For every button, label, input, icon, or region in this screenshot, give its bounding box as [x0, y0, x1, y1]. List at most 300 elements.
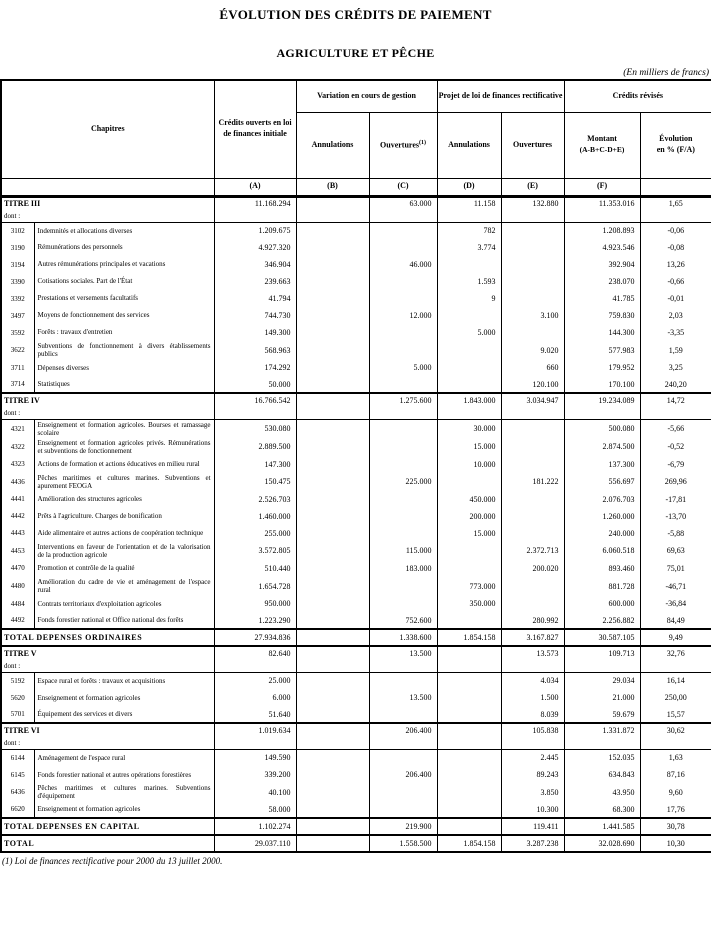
cell-evolution: 75,01	[640, 560, 711, 577]
chapter-code: 4441	[1, 491, 34, 508]
cell-evolution: 69,63	[640, 542, 711, 560]
cell-a: 950.000	[214, 595, 296, 612]
header-col-c	[369, 112, 437, 178]
cell-b	[296, 256, 369, 273]
cell-evolution: -0,66	[640, 273, 711, 290]
chapter-code: 4443	[1, 525, 34, 542]
chapter-label: Amélioration des structures agricoles	[34, 491, 214, 508]
cell-e: 3.034.947	[501, 393, 564, 407]
cell-a: 6.000	[214, 689, 296, 706]
cell-e	[501, 737, 564, 749]
document-title: ÉVOLUTION DES CRÉDITS DE PAIEMENT	[219, 7, 492, 22]
cell-d	[437, 341, 501, 359]
cell-c	[369, 407, 437, 419]
cell-f: 4.923.546	[564, 239, 640, 256]
table-row-5620	[1, 689, 711, 706]
cell-f: 1.208.893	[564, 222, 640, 239]
footnote-marker: (1)	[419, 139, 426, 146]
cell-d: 1.593	[437, 273, 501, 290]
cell-c	[369, 341, 437, 359]
cell-a: 1.209.675	[214, 222, 296, 239]
header-col-f-line2: (A-B+C-D+E)	[579, 145, 625, 154]
letter-chapitres	[1, 178, 214, 196]
cell-c	[369, 222, 437, 239]
cell-f: 179.952	[564, 359, 640, 376]
cell-a	[214, 407, 296, 419]
cell-e: 2.445	[501, 749, 564, 766]
cell-a: 2.889.500	[214, 438, 296, 456]
cell-e	[501, 273, 564, 290]
cell-a: 149.590	[214, 749, 296, 766]
cell-f: 634.843	[564, 766, 640, 783]
letter-c: (C)	[369, 178, 437, 196]
cell-e	[501, 222, 564, 239]
cell-b	[296, 560, 369, 577]
chapter-code: 4442	[1, 508, 34, 525]
cell-e: 3.167.827	[501, 629, 564, 646]
cell-e: 4.034	[501, 672, 564, 689]
cell-c: 206.400	[369, 723, 437, 737]
letter-d: (D)	[437, 178, 501, 196]
cell-b	[296, 766, 369, 783]
chapter-label: Interventions en faveur de l'orientation et de la valorisation de la production agricole	[34, 542, 214, 560]
cell-e: 89.243	[501, 766, 564, 783]
chapter-code: 3714	[1, 376, 34, 393]
cell-b	[296, 749, 369, 766]
cell-f	[564, 660, 640, 672]
cell-e: 10.300	[501, 801, 564, 818]
cell-e: 119.411	[501, 818, 564, 835]
letter-f: (F)	[564, 178, 640, 196]
chapter-label: Dépenses diverses	[34, 359, 214, 376]
cell-f: 1.331.872	[564, 723, 640, 737]
cell-a	[214, 660, 296, 672]
chapter-code: 3102	[1, 222, 34, 239]
header-group-revises: Crédits révisés	[564, 80, 711, 112]
cell-f: 21.000	[564, 689, 640, 706]
cell-c: 115.000	[369, 542, 437, 560]
table-row-4441	[1, 491, 711, 508]
chapter-label: Pêches maritimes et cultures marines. Subventions d'équipement	[34, 783, 214, 801]
cell-d	[437, 749, 501, 766]
cell-b	[296, 473, 369, 491]
cell-d	[437, 660, 501, 672]
cell-e	[501, 577, 564, 595]
cell-evolution: 269,96	[640, 473, 711, 491]
cell-a: 174.292	[214, 359, 296, 376]
cell-f: 759.830	[564, 307, 640, 324]
cell-c	[369, 210, 437, 222]
header-col-f-line1: Montant	[587, 134, 617, 144]
cell-c	[369, 595, 437, 612]
cell-f: 6.060.518	[564, 542, 640, 560]
cell-e	[501, 595, 564, 612]
cell-a: 82.640	[214, 646, 296, 660]
chapter-code: 6145	[1, 766, 34, 783]
cell-d: 1.843.000	[437, 393, 501, 407]
row-label: TOTAL	[1, 835, 214, 852]
table-row-4484	[1, 595, 711, 612]
cell-c: 1.558.500	[369, 835, 437, 852]
cell-f: 392.904	[564, 256, 640, 273]
cell-b	[296, 393, 369, 407]
cell-e: 3.287.238	[501, 835, 564, 852]
table-row-titre-iv	[1, 393, 711, 407]
table-row-6620	[1, 801, 711, 818]
cell-evolution: 84,49	[640, 612, 711, 629]
table-row-total-depenses-ordinaires	[1, 629, 711, 646]
chapter-code: 6144	[1, 749, 34, 766]
header-col-b: Annulations	[296, 112, 369, 178]
cell-e: 660	[501, 359, 564, 376]
cell-b	[296, 239, 369, 256]
cell-c	[369, 737, 437, 749]
cell-d	[437, 407, 501, 419]
cell-b	[296, 359, 369, 376]
cell-evolution: -13,70	[640, 508, 711, 525]
cell-evolution: 1,65	[640, 196, 711, 210]
cell-a: 149.300	[214, 324, 296, 341]
cell-d	[437, 473, 501, 491]
cell-a: 568.963	[214, 341, 296, 359]
header-chapitres: Chapitres	[1, 80, 214, 178]
cell-b	[296, 222, 369, 239]
chapter-code: 3622	[1, 341, 34, 359]
credits-table	[0, 79, 711, 853]
chapter-code: 3392	[1, 290, 34, 307]
cell-b	[296, 525, 369, 542]
row-label: TITRE IV	[1, 393, 214, 407]
chapter-label: Espace rural et forêts : travaux et acquisitions	[34, 672, 214, 689]
cell-c	[369, 491, 437, 508]
cell-c	[369, 577, 437, 595]
cell-a: 255.000	[214, 525, 296, 542]
chapter-label: Contrats territoriaux d'exploitation agricoles	[34, 595, 214, 612]
cell-d: 1.854.158	[437, 835, 501, 852]
cell-e: 1.500	[501, 689, 564, 706]
cell-c: 183.000	[369, 560, 437, 577]
table-row-3392	[1, 290, 711, 307]
cell-e	[501, 256, 564, 273]
cell-evolution: -5,88	[640, 525, 711, 542]
table-row-dont	[1, 210, 711, 222]
row-label: TOTAL DEPENSES ORDINAIRES	[1, 629, 214, 646]
cell-a: 150.475	[214, 473, 296, 491]
cell-e	[501, 491, 564, 508]
cell-c	[369, 672, 437, 689]
cell-c: 46.000	[369, 256, 437, 273]
cell-evolution	[640, 210, 711, 222]
cell-f: 2.076.703	[564, 491, 640, 508]
cell-e: 2.372.713	[501, 542, 564, 560]
cell-c	[369, 376, 437, 393]
cell-f: 68.300	[564, 801, 640, 818]
cell-f: 2.256.882	[564, 612, 640, 629]
cell-d: 782	[437, 222, 501, 239]
letter-a: (A)	[214, 178, 296, 196]
cell-c: 5.000	[369, 359, 437, 376]
table-row-dont	[1, 407, 711, 419]
cell-b	[296, 577, 369, 595]
cell-evolution: 1,63	[640, 749, 711, 766]
chapter-label: Autres rémunérations principales et vacations	[34, 256, 214, 273]
table-row-3622	[1, 341, 711, 359]
cell-b	[296, 801, 369, 818]
chapter-label: Forêts : travaux d'entretien	[34, 324, 214, 341]
table-row-4470	[1, 560, 711, 577]
chapter-code: 4323	[1, 456, 34, 473]
cell-b	[296, 324, 369, 341]
cell-evolution: -3,35	[640, 324, 711, 341]
table-row-5192	[1, 672, 711, 689]
cell-b	[296, 660, 369, 672]
cell-d: 15.000	[437, 438, 501, 456]
cell-d	[437, 307, 501, 324]
dont-label: dont :	[1, 407, 214, 419]
cell-a	[214, 210, 296, 222]
cell-b	[296, 723, 369, 737]
cell-c: 1.275.600	[369, 393, 437, 407]
header-col-e: Ouvertures	[501, 112, 564, 178]
chapter-code: 3497	[1, 307, 34, 324]
cell-d: 200.000	[437, 508, 501, 525]
cell-evolution: -0,52	[640, 438, 711, 456]
cell-a: 51.640	[214, 706, 296, 723]
chapter-code: 6620	[1, 801, 34, 818]
header-col-a: Crédits ouverts en loi de finances initiale	[214, 80, 296, 178]
cell-a: 40.100	[214, 783, 296, 801]
cell-a: 27.934.836	[214, 629, 296, 646]
cell-f: 881.728	[564, 577, 640, 595]
table-row-4323	[1, 456, 711, 473]
cell-f: 41.785	[564, 290, 640, 307]
cell-d	[437, 766, 501, 783]
cell-a: 1.223.290	[214, 612, 296, 629]
table-row-4321	[1, 419, 711, 438]
dont-label: dont :	[1, 210, 214, 222]
header-col-g-line2: en % (F/A)	[656, 145, 695, 154]
cell-a: 58.000	[214, 801, 296, 818]
dont-label: dont :	[1, 737, 214, 749]
cell-e: 132.880	[501, 196, 564, 210]
row-label: TITRE VI	[1, 723, 214, 737]
cell-b	[296, 273, 369, 290]
table-row-3711	[1, 359, 711, 376]
cell-e	[501, 456, 564, 473]
chapter-code: 4436	[1, 473, 34, 491]
cell-c	[369, 706, 437, 723]
cell-e	[501, 290, 564, 307]
cell-b	[296, 818, 369, 835]
cell-evolution: 14,72	[640, 393, 711, 407]
cell-b	[296, 210, 369, 222]
cell-b	[296, 508, 369, 525]
cell-a: 11.168.294	[214, 196, 296, 210]
cell-b	[296, 783, 369, 801]
cell-d	[437, 818, 501, 835]
cell-d: 11.158	[437, 196, 501, 210]
chapter-label: Pêches maritimes et cultures marines. Subventions et apurement FEOGA	[34, 473, 214, 491]
cell-b	[296, 407, 369, 419]
chapter-label: Promotion et contrôle de la qualité	[34, 560, 214, 577]
cell-f: 238.070	[564, 273, 640, 290]
cell-d	[437, 801, 501, 818]
unit-note: (En milliers de francs)	[623, 68, 709, 78]
cell-d	[437, 723, 501, 737]
cell-d	[437, 376, 501, 393]
cell-evolution: 2,03	[640, 307, 711, 324]
cell-a: 16.766.542	[214, 393, 296, 407]
chapter-label: Enseignement et formation agricoles	[34, 801, 214, 818]
cell-b	[296, 290, 369, 307]
chapter-code: 5620	[1, 689, 34, 706]
chapter-label: Statistiques	[34, 376, 214, 393]
cell-c	[369, 508, 437, 525]
cell-f: 11.353.016	[564, 196, 640, 210]
table-row-4322	[1, 438, 711, 456]
cell-c: 63.000	[369, 196, 437, 210]
cell-f	[564, 210, 640, 222]
cell-d: 350.000	[437, 595, 501, 612]
cell-evolution: -0,08	[640, 239, 711, 256]
table-row-4492	[1, 612, 711, 629]
cell-b	[296, 341, 369, 359]
cell-evolution: 32,76	[640, 646, 711, 660]
cell-f: 59.679	[564, 706, 640, 723]
footnote: (1) Loi de finances rectificative pour 2000 du 13 juillet 2000.	[2, 856, 223, 867]
row-label: TITRE III	[1, 196, 214, 210]
table-row-total-depenses-en-capital	[1, 818, 711, 835]
header-col-c-label: Ouvertures	[380, 140, 419, 150]
header-letters-row	[1, 178, 711, 196]
table-row-4443	[1, 525, 711, 542]
cell-d: 15.000	[437, 525, 501, 542]
cell-e: 3.100	[501, 307, 564, 324]
cell-a: 3.572.805	[214, 542, 296, 560]
cell-f: 32.028.690	[564, 835, 640, 852]
cell-d: 9	[437, 290, 501, 307]
cell-evolution: 30,62	[640, 723, 711, 737]
cell-evolution: 15,57	[640, 706, 711, 723]
cell-e	[501, 210, 564, 222]
cell-b	[296, 737, 369, 749]
cell-b	[296, 706, 369, 723]
cell-evolution: 250,00	[640, 689, 711, 706]
cell-a: 25.000	[214, 672, 296, 689]
cell-e	[501, 660, 564, 672]
cell-b	[296, 835, 369, 852]
cell-evolution: 9,60	[640, 783, 711, 801]
chapter-label: Prêts à l'agriculture. Charges de bonification	[34, 508, 214, 525]
cell-c: 13.500	[369, 689, 437, 706]
chapter-code: 3390	[1, 273, 34, 290]
cell-a: 1.460.000	[214, 508, 296, 525]
cell-a: 2.526.703	[214, 491, 296, 508]
cell-d: 10.000	[437, 456, 501, 473]
cell-b	[296, 612, 369, 629]
cell-d	[437, 706, 501, 723]
cell-evolution: -46,71	[640, 577, 711, 595]
cell-d: 773.000	[437, 577, 501, 595]
cell-f: 556.697	[564, 473, 640, 491]
cell-b	[296, 456, 369, 473]
chapter-label: Rémunérations des personnels	[34, 239, 214, 256]
table-row-titre-vi	[1, 723, 711, 737]
cell-f: 19.234.089	[564, 393, 640, 407]
cell-d	[437, 689, 501, 706]
cell-e	[501, 324, 564, 341]
header-col-d: Annulations	[437, 112, 501, 178]
document-subtitle: AGRICULTURE ET PÊCHE	[276, 46, 435, 60]
cell-b	[296, 491, 369, 508]
table-row-3497	[1, 307, 711, 324]
cell-b	[296, 419, 369, 438]
cell-evolution: 9,49	[640, 629, 711, 646]
cell-a: 50.000	[214, 376, 296, 393]
cell-a: 1.102.274	[214, 818, 296, 835]
header-group-plfr: Projet de loi de finances rectificative	[437, 80, 564, 112]
cell-e	[501, 525, 564, 542]
cell-a: 1.654.728	[214, 577, 296, 595]
cell-f: 170.100	[564, 376, 640, 393]
cell-f: 2.874.500	[564, 438, 640, 456]
cell-evolution: 87,16	[640, 766, 711, 783]
cell-a: 346.904	[214, 256, 296, 273]
cell-c: 752.600	[369, 612, 437, 629]
cell-f: 109.713	[564, 646, 640, 660]
cell-evolution: 10,30	[640, 835, 711, 852]
table-row-dont	[1, 660, 711, 672]
cell-d: 1.854.158	[437, 629, 501, 646]
chapter-label: Prestations et versements facultatifs	[34, 290, 214, 307]
table-row-3390	[1, 273, 711, 290]
chapter-code: 4453	[1, 542, 34, 560]
cell-c: 206.400	[369, 766, 437, 783]
chapter-code: 4470	[1, 560, 34, 577]
cell-a: 147.300	[214, 456, 296, 473]
cell-evolution: -6,79	[640, 456, 711, 473]
chapter-label: Moyens de fonctionnement des services	[34, 307, 214, 324]
cell-f: 577.983	[564, 341, 640, 359]
cell-c: 12.000	[369, 307, 437, 324]
table-row-6145	[1, 766, 711, 783]
cell-evolution: -0,01	[640, 290, 711, 307]
cell-evolution: 13,26	[640, 256, 711, 273]
cell-f: 240.000	[564, 525, 640, 542]
table-row-3190	[1, 239, 711, 256]
cell-d	[437, 783, 501, 801]
cell-f: 500.080	[564, 419, 640, 438]
cell-f: 1.260.000	[564, 508, 640, 525]
cell-b	[296, 438, 369, 456]
cell-e: 13.573	[501, 646, 564, 660]
chapter-code: 4321	[1, 419, 34, 438]
chapter-code: 4484	[1, 595, 34, 612]
table-row-5701	[1, 706, 711, 723]
table-row-3714	[1, 376, 711, 393]
header-col-g-line1: Évolution	[659, 134, 693, 144]
header-col-g	[640, 112, 711, 178]
cell-f: 43.950	[564, 783, 640, 801]
cell-f: 893.460	[564, 560, 640, 577]
cell-f: 1.441.585	[564, 818, 640, 835]
cell-d	[437, 737, 501, 749]
cell-evolution	[640, 660, 711, 672]
chapter-label: Amélioration du cadre de vie et aménagement de l'espace rural	[34, 577, 214, 595]
cell-e	[501, 239, 564, 256]
cell-d	[437, 646, 501, 660]
cell-a: 339.200	[214, 766, 296, 783]
